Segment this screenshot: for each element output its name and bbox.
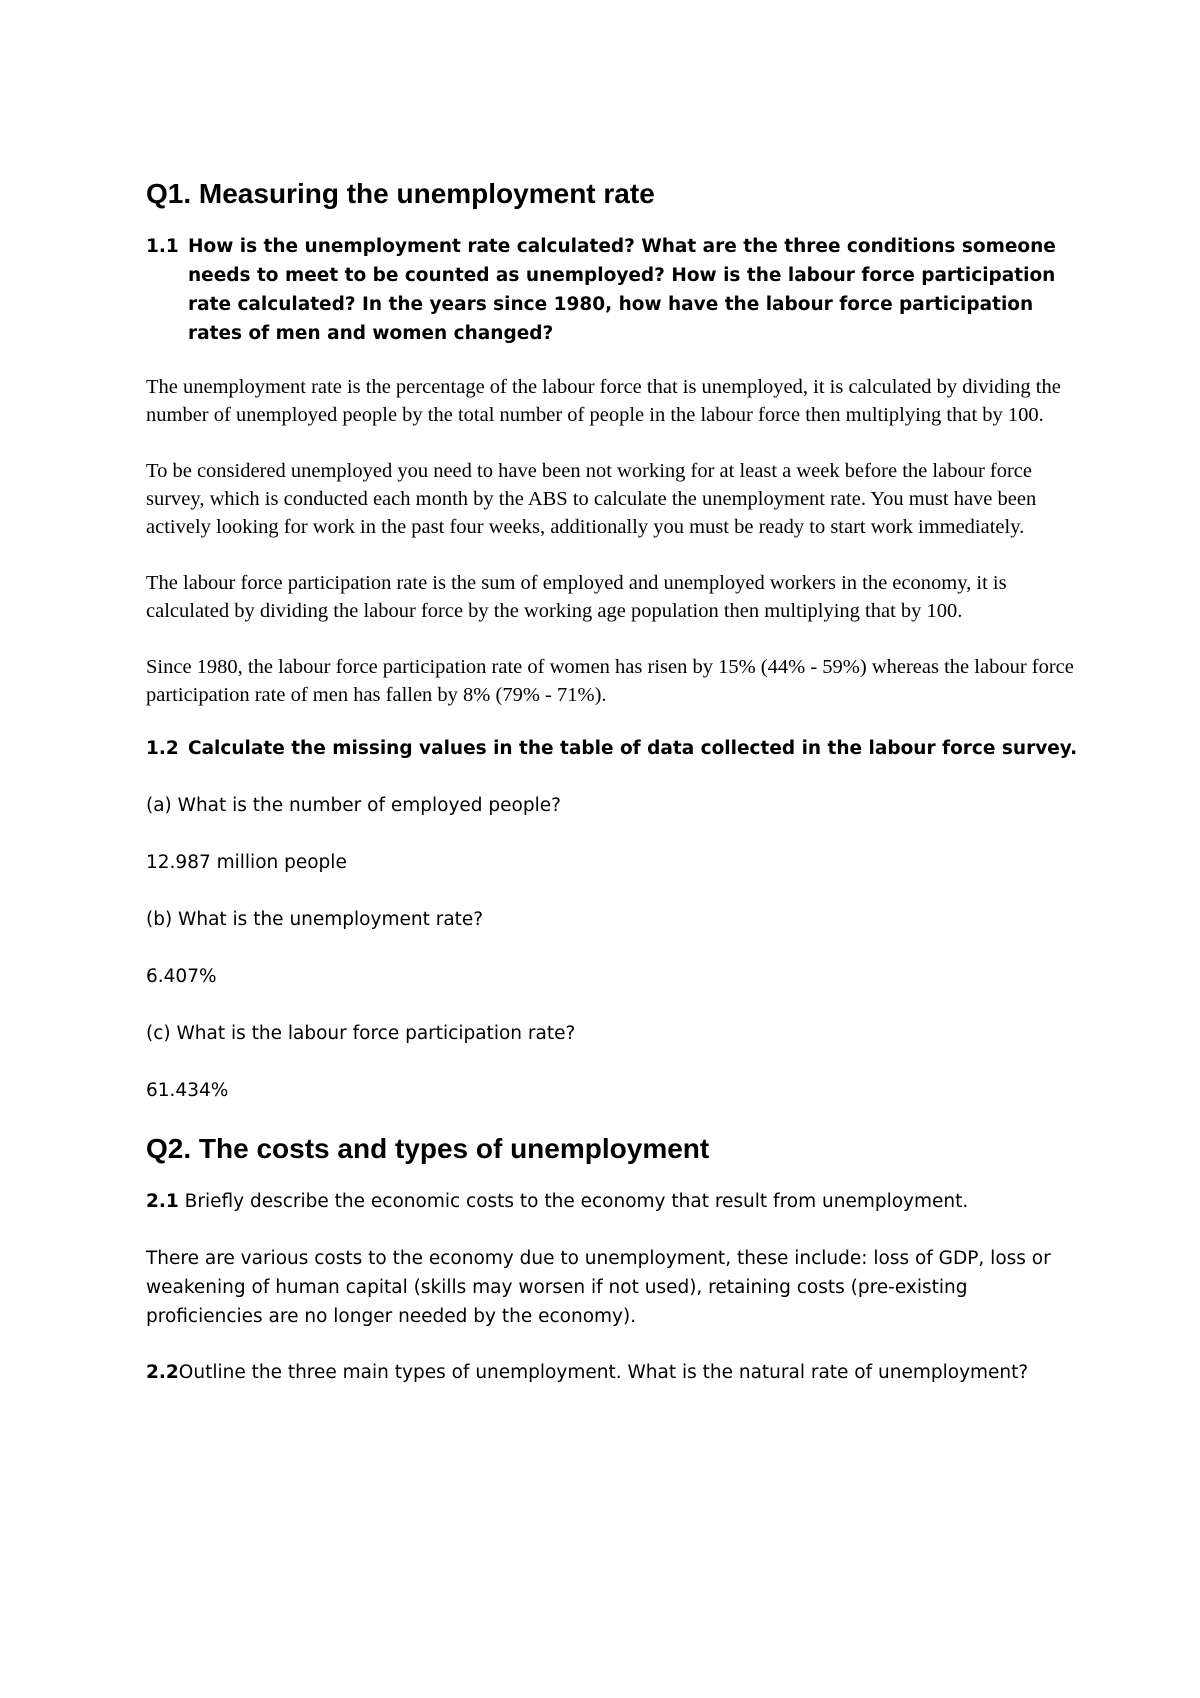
q1-heading: Q1. Measuring the unemployment rate <box>146 178 655 209</box>
question-2-1-number: 2.1 <box>146 1191 179 1212</box>
question-1-2-a: (a) What is the number of employed people? <box>146 795 561 816</box>
question-2-1 <box>146 1187 1086 1216</box>
question-2-2-number: 2.2 <box>146 1362 179 1383</box>
question-1-2 <box>146 734 1086 763</box>
answer-1-1-paragraph-2: To be considered unemployed you need to have been not working for at least a week before the labour force survey, which is conducted each month by the ABS to calculate the unemployment rate. You must have been actively looking for work in the past four weeks, additionally you must be ready to start work immediately. <box>146 460 1037 538</box>
answer-1-1-paragraph-3: The labour force participation rate is the sum of employed and unemployed workers in the economy, it is calculated by dividing the labour force by the working age population then multiplying that by 100. <box>146 572 1007 622</box>
question-1-2-text: Calculate the missing values in the table of data collected in the labour force survey. <box>188 738 1078 759</box>
question-2-1-text: Briefly describe the economic costs to the economy that result from unemployment. <box>184 1191 969 1212</box>
answer-1-2-c: 61.434% <box>146 1080 229 1101</box>
answer-2-1: There are various costs to the economy due to unemployment, these include: loss of GDP, loss or weakening of human capital (skills may worsen if not used), retaining costs (pre-existing proficiencies are no longer needed by the economy). <box>146 1248 1051 1327</box>
answer-1-1-paragraph-4: Since 1980, the labour force participation rate of women has risen by 15% (44% - 59%) whereas the labour force participation rate of men has fallen by 8% (79% - 71%). <box>146 656 1074 706</box>
question-1-1 <box>146 232 1086 348</box>
question-1-2-c: (c) What is the labour force participation rate? <box>146 1023 576 1044</box>
document-content <box>146 176 1086 1387</box>
answer-1-2-b: 6.407% <box>146 966 217 987</box>
question-2-2-text: Outline the three main types of unemployment. What is the natural rate of unemployment? <box>178 1362 1029 1383</box>
question-2-2 <box>146 1358 1086 1387</box>
answer-1-1-paragraph-1: The unemployment rate is the percentage of the labour force that is unemployed, it is calculated by dividing the number of unemployed people by the total number of people in the labour force then multiplying that by 100. <box>146 376 1061 426</box>
answer-1-2-a: 12.987 million people <box>146 852 347 873</box>
question-1-1-text: How is the unemployment rate calculated? What are the three conditions someone needs to meet to be counted as unemployed? How is the labour force participation rate calculated? In the years since 1980, how have the labour force participation rates of men and women changed? <box>188 236 1056 344</box>
q2-heading: Q2. The costs and types of unemployment <box>146 1133 710 1164</box>
question-1-2-number: 1.2 <box>146 738 179 759</box>
question-1-1-number: 1.1 <box>146 236 179 257</box>
question-1-2-b: (b) What is the unemployment rate? <box>146 909 484 930</box>
